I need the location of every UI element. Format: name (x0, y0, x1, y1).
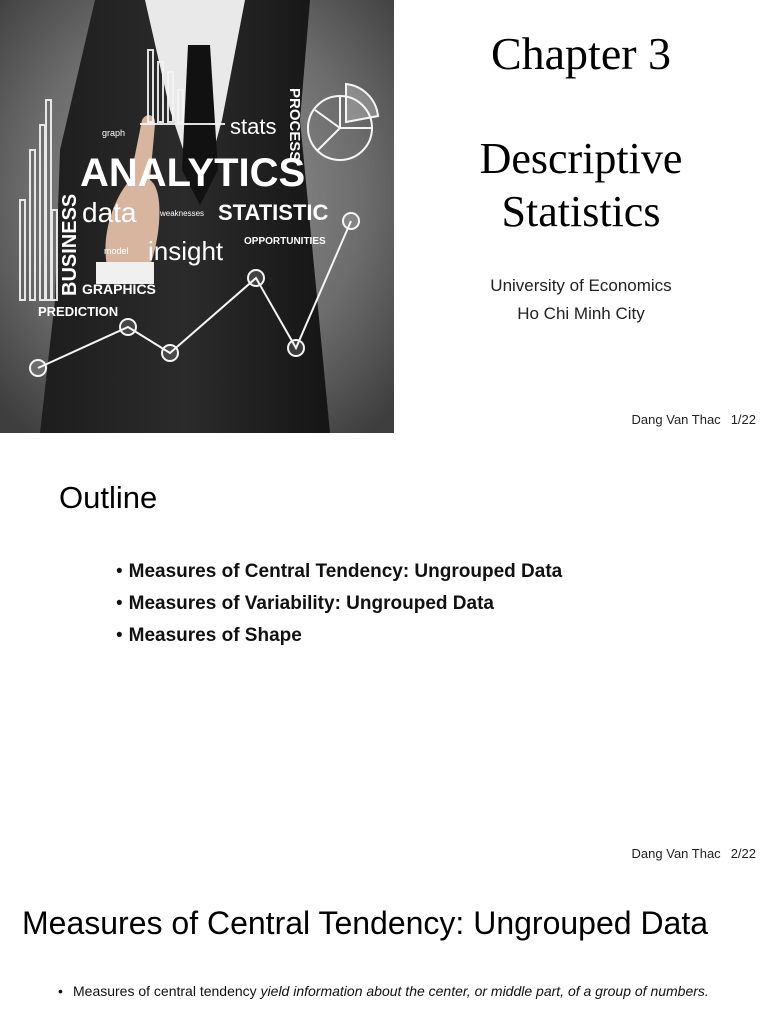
slide-title-line-1: Descriptive (479, 134, 683, 183)
bullet-marker: • (58, 983, 63, 999)
institution (394, 272, 768, 328)
slide-1 (0, 0, 768, 434)
slide-footer (632, 846, 756, 861)
chapter-title: Chapter 3 (490, 28, 672, 79)
word-graphics: GRAPHICS (82, 281, 156, 297)
word-insight: insight (148, 236, 224, 266)
word-process: PROCESS (286, 88, 303, 162)
bullet-text-italic: yield information about the center, or middle part, of a group of numbers. (260, 983, 709, 999)
outline-item: • Measures of Shape (116, 620, 562, 652)
slide-footer (632, 412, 756, 427)
word-stats: stats (230, 114, 277, 139)
word-business: BUSINESS (59, 193, 81, 296)
outline-item: • Measures of Variability: Ungrouped Data (116, 588, 562, 620)
word-graph: graph (102, 128, 126, 138)
institution-line-2: Ho Chi Minh City (517, 304, 645, 323)
slide-3 (0, 868, 768, 1024)
footer-page-number: 1/22 (730, 412, 756, 427)
outline-list (116, 556, 562, 652)
word-data: data (82, 197, 137, 228)
section-title: Measures of Central Tendency: Ungrouped Data (22, 905, 709, 941)
outline-title: Outline (59, 480, 158, 515)
footer-author: Dang Van Thac (631, 846, 721, 861)
outline-item: • Measures of Central Tendency: Ungrouped Data (116, 556, 562, 588)
slide-title (394, 132, 768, 238)
word-statistic: STATISTIC (218, 200, 329, 225)
word-opportunities: OPPORTUNITIES (244, 236, 326, 247)
slide-title-line-2: Statistics (501, 187, 661, 236)
bullet-text: Measures of central tendency (73, 983, 261, 999)
word-prediction: PREDICTION (38, 304, 119, 319)
word-weaknesses: weaknesses (160, 209, 205, 218)
slide-2 (0, 434, 768, 868)
analytics-hero-image (0, 0, 394, 433)
word-analytics: ANALYTICS (80, 151, 306, 195)
footer-page-number: 2/22 (730, 846, 756, 861)
footer-author: Dang Van Thac (631, 412, 721, 427)
word-model: model (104, 246, 129, 256)
bullet-paragraph (58, 982, 718, 1000)
institution-line-1: University of Economics (490, 276, 672, 295)
